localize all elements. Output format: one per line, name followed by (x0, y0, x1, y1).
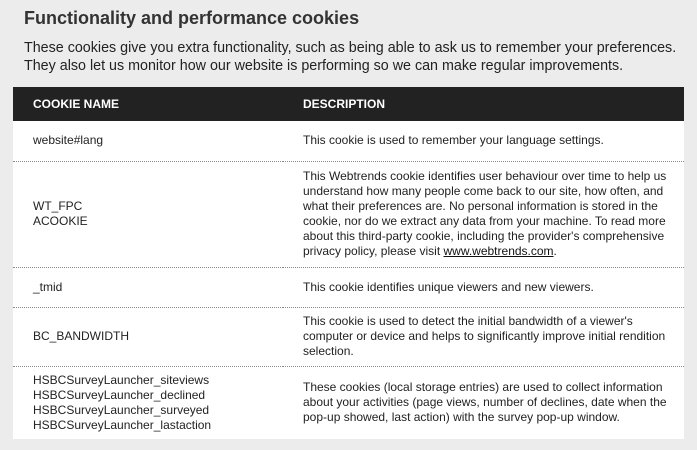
table-header (13, 87, 684, 121)
table-row (13, 267, 684, 307)
cookie-name: HSBCSurveyLauncher_lastaction (33, 417, 212, 432)
cookie-name-cell (13, 121, 283, 161)
cookie-name: website#lang (33, 133, 104, 148)
cookie-name: BC_BANDWIDTH (33, 329, 130, 343)
cookie-name-cell (13, 366, 283, 439)
cookie-name: HSBCSurveyLauncher_siteviews (33, 372, 210, 387)
cookie-name: HSBCSurveyLauncher_declined (33, 387, 206, 402)
cookie-name: _tmid (33, 279, 63, 294)
cookie-description: This Webtrends cookie identifies user behaviour over time to help us understand how many people come back to our site, how often, and what their preferences are. No personal information is stored in the cookie, nor do we extract any data from your machine. To read more about this third-party cookie, including the provider's comprehensive privacy policy, please visit (303, 169, 667, 258)
table-row (13, 366, 684, 439)
table-row (13, 161, 684, 267)
cookie-description: This cookie is used to remember your language settings. (283, 121, 684, 161)
table-row (13, 307, 684, 366)
cookie-description: These cookies (local storage entries) are used to collect information about your activities (page views, number of declines, date when the pop-up showed, last action) with the survey pop-up window. (283, 366, 684, 439)
cookie-description-end: . (553, 244, 557, 258)
cookie-name: ACOOKIE (33, 214, 88, 228)
cookie-name-cell (13, 307, 283, 366)
section-intro: These cookies give you extra functionality, such as being able to ask us to remember your preferences. They also let us monitor how our website is performing so we can make regular improvements. (24, 40, 677, 74)
cookie-name: HSBCSurveyLauncher_surveyed (33, 402, 210, 417)
cookie-name-cell (13, 267, 283, 307)
cookie-name: WT_FPC (33, 199, 83, 213)
header-cookie-name: COOKIE NAME (13, 87, 283, 121)
table-row (13, 121, 684, 161)
cookie-description: This cookie identifies unique viewers and new viewers. (283, 267, 684, 307)
section-heading: Functionality and performance cookies (24, 8, 360, 28)
header-description: DESCRIPTION (283, 87, 684, 121)
cookie-name-cell (13, 161, 283, 267)
webtrends-link[interactable]: www.webtrends.com (443, 244, 554, 258)
cookie-table (13, 87, 684, 439)
cookie-description: This cookie is used to detect the initial bandwidth of a viewer's computer or device and helps to significantly improve initial rendition selection. (283, 307, 684, 366)
cookie-description-cell (283, 161, 684, 267)
